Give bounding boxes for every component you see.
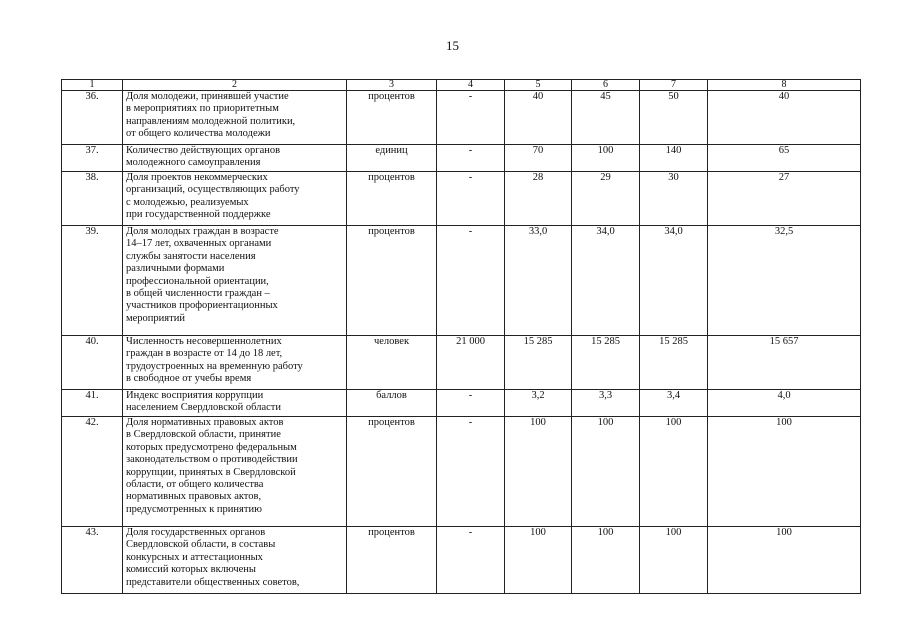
table-body <box>62 91 861 594</box>
value-col-4: - <box>437 172 505 226</box>
indicator-name: Доля молодежи, принявшей участие в мероприятиях по приоритетным направлениям молодежной политики, от общего количества молодежи <box>123 91 347 145</box>
row-number: 36. <box>62 91 123 145</box>
unit-of-measure: баллов <box>347 390 437 417</box>
value-col-8: 100 <box>708 527 861 594</box>
value-col-7: 15 285 <box>640 336 708 390</box>
value-col-6: 45 <box>572 91 640 145</box>
table-row <box>62 172 861 226</box>
table-row <box>62 336 861 390</box>
unit-of-measure: процентов <box>347 417 437 527</box>
indicator-name: Индекс восприятия коррупции населением Свердловской области <box>123 390 347 417</box>
value-col-4: - <box>437 226 505 336</box>
table-row <box>62 390 861 417</box>
unit-of-measure: процентов <box>347 172 437 226</box>
value-col-5: 3,2 <box>505 390 572 417</box>
column-header: 5 <box>505 80 572 91</box>
indicator-name: Количество действующих органов молодежного самоуправления <box>123 145 347 172</box>
page-number: 15 <box>446 38 459 53</box>
value-col-7: 30 <box>640 172 708 226</box>
value-col-5: 33,0 <box>505 226 572 336</box>
value-col-5: 70 <box>505 145 572 172</box>
value-col-5: 15 285 <box>505 336 572 390</box>
value-col-8: 100 <box>708 417 861 527</box>
value-col-4: - <box>437 417 505 527</box>
indicator-name: Доля проектов некоммерческих организаций, осуществляющих работу с молодежью, реализуемых при государственной поддержке <box>123 172 347 226</box>
row-number: 40. <box>62 336 123 390</box>
value-col-6: 29 <box>572 172 640 226</box>
table-row <box>62 226 861 336</box>
indicator-name: Доля нормативных правовых актов в Свердловской области, принятие которых предусмотрено федеральным законодательством о противодействии коррупции, принятых в Свердловской области, от общего количества нормативных правовых актов, предусмотренных к принятию <box>123 417 347 527</box>
value-col-5: 100 <box>505 417 572 527</box>
value-col-6: 100 <box>572 145 640 172</box>
row-number: 42. <box>62 417 123 527</box>
row-number: 37. <box>62 145 123 172</box>
column-header: 7 <box>640 80 708 91</box>
indicator-name: Численность несовершеннолетних граждан в возрасте от 14 до 18 лет, трудоустроенных на временную работу в свободное от учебы время <box>123 336 347 390</box>
unit-of-measure: процентов <box>347 226 437 336</box>
value-col-8: 40 <box>708 91 861 145</box>
value-col-5: 28 <box>505 172 572 226</box>
value-col-7: 34,0 <box>640 226 708 336</box>
value-col-6: 34,0 <box>572 226 640 336</box>
value-col-6: 15 285 <box>572 336 640 390</box>
column-number-row <box>62 80 861 91</box>
unit-of-measure: человек <box>347 336 437 390</box>
value-col-5: 100 <box>505 527 572 594</box>
value-col-4: - <box>437 390 505 417</box>
column-header: 8 <box>708 80 861 91</box>
column-header: 6 <box>572 80 640 91</box>
column-header: 1 <box>62 80 123 91</box>
value-col-4: - <box>437 527 505 594</box>
value-col-4: - <box>437 145 505 172</box>
value-col-7: 50 <box>640 91 708 145</box>
row-number: 43. <box>62 527 123 594</box>
table-row <box>62 145 861 172</box>
value-col-7: 140 <box>640 145 708 172</box>
column-header: 4 <box>437 80 505 91</box>
value-col-7: 100 <box>640 527 708 594</box>
value-col-8: 32,5 <box>708 226 861 336</box>
value-col-4: - <box>437 91 505 145</box>
row-number: 41. <box>62 390 123 417</box>
table-row <box>62 417 861 527</box>
column-header: 2 <box>123 80 347 91</box>
value-col-6: 100 <box>572 417 640 527</box>
unit-of-measure: единиц <box>347 145 437 172</box>
value-col-7: 100 <box>640 417 708 527</box>
column-header: 3 <box>347 80 437 91</box>
value-col-6: 3,3 <box>572 390 640 417</box>
indicators-table <box>61 79 861 594</box>
table-row <box>62 91 861 145</box>
indicator-name: Доля молодых граждан в возрасте 14–17 лет, охваченных органами службы занятости населения различными формами профессиональной ориентации, в общей численности граждан – участников профориентационных мероприятий <box>123 226 347 336</box>
value-col-6: 100 <box>572 527 640 594</box>
value-col-4: 21 000 <box>437 336 505 390</box>
value-col-7: 3,4 <box>640 390 708 417</box>
table-row <box>62 527 861 594</box>
row-number: 39. <box>62 226 123 336</box>
value-col-8: 4,0 <box>708 390 861 417</box>
value-col-8: 15 657 <box>708 336 861 390</box>
indicator-name: Доля государственных органов Свердловской области, в составы конкурсных и аттестационных комиссий которых включены представители общественных советов, <box>123 527 347 594</box>
value-col-8: 65 <box>708 145 861 172</box>
unit-of-measure: процентов <box>347 91 437 145</box>
value-col-8: 27 <box>708 172 861 226</box>
value-col-5: 40 <box>505 91 572 145</box>
row-number: 38. <box>62 172 123 226</box>
unit-of-measure: процентов <box>347 527 437 594</box>
